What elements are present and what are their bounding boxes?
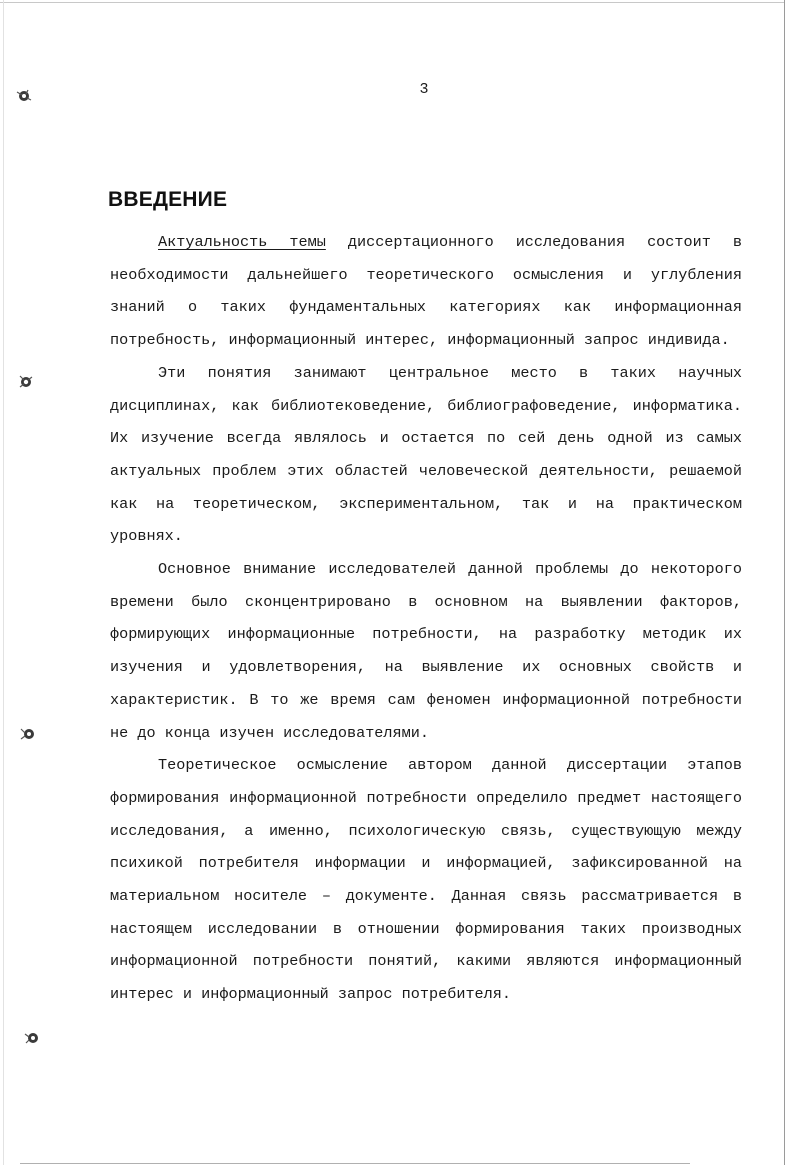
scan-edge-top (0, 2, 784, 3)
binding-hole-mark-3 (18, 724, 38, 744)
paragraph-relevance (110, 226, 742, 357)
paragraph: Эти понятия занимают центральное место в таких научных дисциплинах, как библиотековедение, библиографоведение, информатика. Их изучение всегда являлось и остается по сей день одной из самых актуальных проблем этих областей человеческой деятельности, решаемой как на теоретическом, экспериментальном, так и на практическом уровнях. (110, 363, 742, 546)
body-text (110, 226, 742, 1011)
paragraph-text: диссертационного исследования состоит в необходимости дальнейшего теоретического осмысления и углубления знаний о таких фундаментальных категориях как информационная потребность, информационный интерес, информационный запрос индивида. (110, 233, 742, 350)
paragraph: Основное внимание исследователей данной проблемы до некоторого времени было сконцентрировано в основном на выявлении факторов, формирующих информационные потребности, на разработку методик их изучения и удовлетворения, на выявление их основных свойств и характеристик. В то же время сам феномен информационной потребности не до конца изучен исследователями. (110, 560, 742, 742)
scan-edge-bottom (20, 1163, 690, 1164)
section-heading: ВВЕДЕНИЕ (108, 188, 228, 211)
paragraph: Теоретическое осмысление автором данной диссертации этапов формирования информационной потребности определило предмет настоящего исследования, а именно, психологическую связь, существующую между психикой потребителя информации и информацией, зафиксированной на материальном носителе – документе. Данная связь рассматривается в настоящем исследовании в отношении формирования таких производных информационной потребности понятий, какими являются информационный интерес и информационный запрос потребителя. (110, 756, 742, 1004)
relevance-label: Актуальность темы (158, 233, 326, 251)
scan-edge-left (3, 0, 4, 1165)
page-number: 3 (419, 81, 429, 98)
binding-hole-mark-4 (22, 1028, 42, 1048)
binding-hole-mark-2 (16, 372, 36, 392)
scan-edge-right (784, 0, 785, 1165)
binding-hole-mark-1 (14, 86, 34, 106)
